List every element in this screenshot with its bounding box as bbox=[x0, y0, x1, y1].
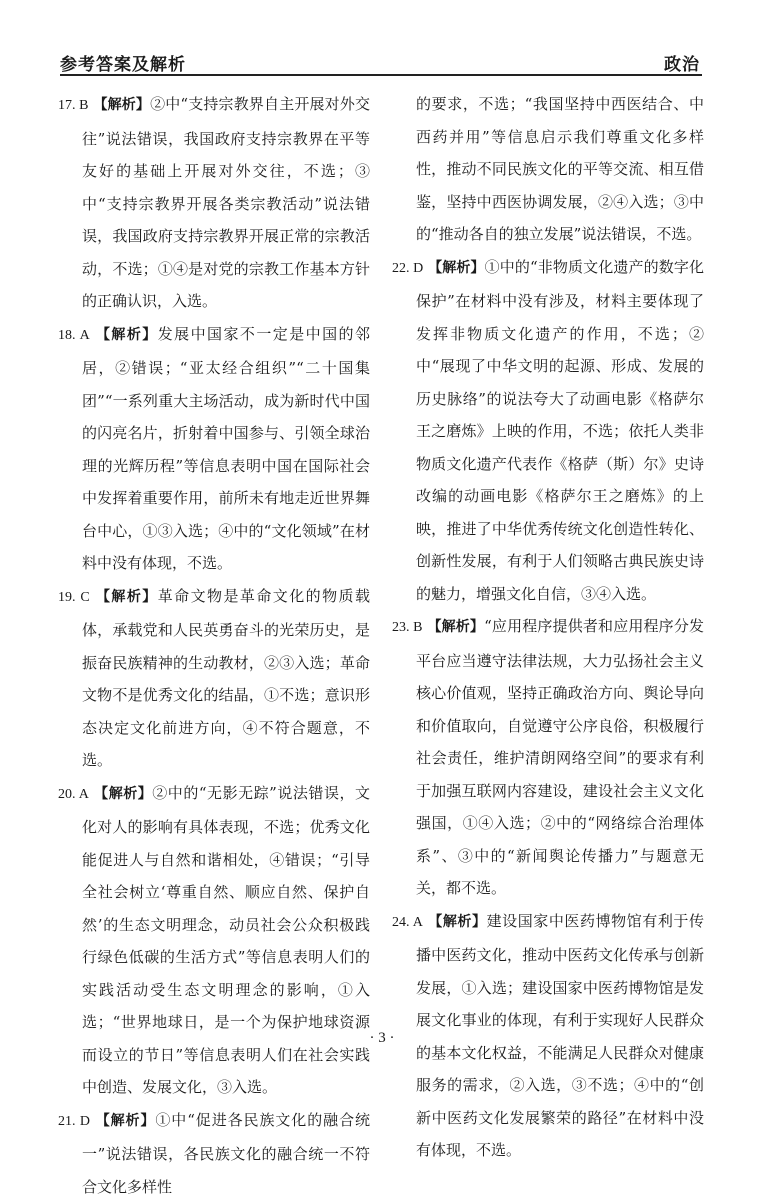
answer-number: 24. A bbox=[392, 915, 423, 930]
answer-text: 革命文物是革命文化的物质载体，承载党和人民英勇奋斗的光荣历史，是振奋民族精神的生动教材，②③入选；革命文物不是优秀文化的结晶，①不选；意识形态决定文化前进方向，④不符合题意，不选。 bbox=[82, 587, 370, 770]
answer-text: ②中的“无影无踪”说法错误，文化对人的影响有具体表现，不选；优秀文化能促进人与自然和谐相处，④错误；“引导全社会树立‘尊重自然、顺应自然、保护自然’的生态文明理念，动员社会公众积极践行绿色低碳的生活方式”等信息表明人们的实践活动受生态文明理念的影响，①入选；“世界地球日，是一个为保护地球资源而设立的节日”等信息表明人们在社会实践中创造、发展文化，③入选。 bbox=[82, 784, 370, 1097]
answer-number: 22. D bbox=[392, 261, 423, 276]
answer-number: 17. B bbox=[58, 98, 89, 113]
analysis-tag: 【解析】 bbox=[94, 786, 152, 802]
header-rule bbox=[60, 74, 702, 76]
header-title: 参考答案及解析 bbox=[60, 50, 186, 75]
answer-text: 建设国家中医药博物馆有利于传播中医药文化，推动中医药文化传承与创新发展，①入选；建设国家中医药博物馆是发展文化事业的体现，有利于实现好人民群众的基本文化权益，不能满足人民群众对健康服务的需求，②入选，③不选；④中的“创新中医药文化发展繁荣的路径”在材料中没有体现，不选。 bbox=[416, 912, 704, 1160]
analysis-tag: 【解析】 bbox=[428, 914, 486, 930]
answer-text: ②中“支持宗教界自主开展对外交往”说法错误，我国政府支持宗教界在平等友好的基础上开展对外交往，不选；③中“支持宗教界开展各类宗教活动”说法错误，我国政府支持宗教界开展正常的宗教活动，不选；①④是对党的宗教工作基本方针的正确认识，入选。 bbox=[82, 95, 370, 310]
answer-text: ①中的“非物质文化遗产的数字化保护”在材料中没有涉及，材料主要体现了发挥非物质文化遗产的作用，不选；②中“展现了中华文明的起源、形成、发展的历史脉络”的说法夸大了动画电影《格萨尔王之磨炼》上映的作用，不选；依托人类非物质文化遗产代表作《格萨（斯）尔》史诗改编的动画电影《格萨尔王之磨炼》的上映，推进了中华优秀传统文化创造性转化、创新性发展，有利于人们领略古典民族史诗的魅力，增强文化自信，③④入选。 bbox=[416, 258, 704, 603]
analysis-tag: 【解析】 bbox=[93, 97, 150, 113]
page-number: · 3 · bbox=[0, 1030, 764, 1047]
answer-number: 18. A bbox=[58, 328, 90, 343]
analysis-tag: 【解析】 bbox=[96, 589, 158, 605]
answer-text: 发展中国家不一定是中国的邻居，②错误；“亚太经合组织”“二十国集团”“一系列重大主场活动，成为新时代中国的闪亮名片，折射着中国参与、引领全球治理的光辉历程”等信息表明中国在国际社会中发挥着重要作用，前所未有地走近世界舞台中心，①③入选；④中的“文化领域”在材料中没有体现，不选。 bbox=[82, 325, 370, 573]
answer-number: 20. A bbox=[58, 787, 89, 802]
answer-21-continued bbox=[392, 88, 704, 251]
answer-number: 21. D bbox=[58, 1114, 90, 1129]
answer-20 bbox=[58, 777, 370, 1104]
answer-number: 19. C bbox=[58, 590, 90, 605]
answer-21 bbox=[58, 1104, 370, 1203]
analysis-tag: 【解析】 bbox=[428, 260, 484, 276]
analysis-tag: 【解析】 bbox=[96, 1113, 156, 1129]
answer-17 bbox=[58, 88, 370, 318]
right-column bbox=[392, 88, 704, 1167]
answer-23 bbox=[392, 610, 704, 905]
answer-22 bbox=[392, 251, 704, 611]
analysis-tag: 【解析】 bbox=[427, 619, 484, 635]
answer-number: 23. B bbox=[392, 620, 423, 635]
answer-19 bbox=[58, 580, 370, 777]
answer-text: ①中“促进各民族文化的融合统一”说法错误，各民族文化的融合统一不符合文化多样性 bbox=[82, 1111, 370, 1196]
answer-text: 的要求，不选；“我国坚持中西医结合、中西药并用”等信息启示我们尊重文化多样性，推动不同民族文化的平等交流、相互借鉴，坚持中西医协调发展，②④入选；③中的“推动各自的独立发展”说法错误，不选。 bbox=[416, 95, 704, 243]
header-subject: 政治 bbox=[664, 50, 700, 75]
analysis-tag: 【解析】 bbox=[96, 327, 158, 343]
page-header bbox=[60, 44, 700, 74]
answer-text: “应用程序提供者和应用程序分发平台应当遵守法律法规，大力弘扬社会主义核心价值观，坚持正确政治方向、舆论导向和价值取向，自觉遵守公序良俗，积极履行社会责任，维护清朗网络空间”的要求有利于加强互联网内容建设，建设社会主义文化强国，①④入选；②中的“网络综合治理体系”、③中的“新闻舆论传播力”与题意无关，都不选。 bbox=[416, 617, 704, 897]
answer-18 bbox=[58, 318, 370, 580]
